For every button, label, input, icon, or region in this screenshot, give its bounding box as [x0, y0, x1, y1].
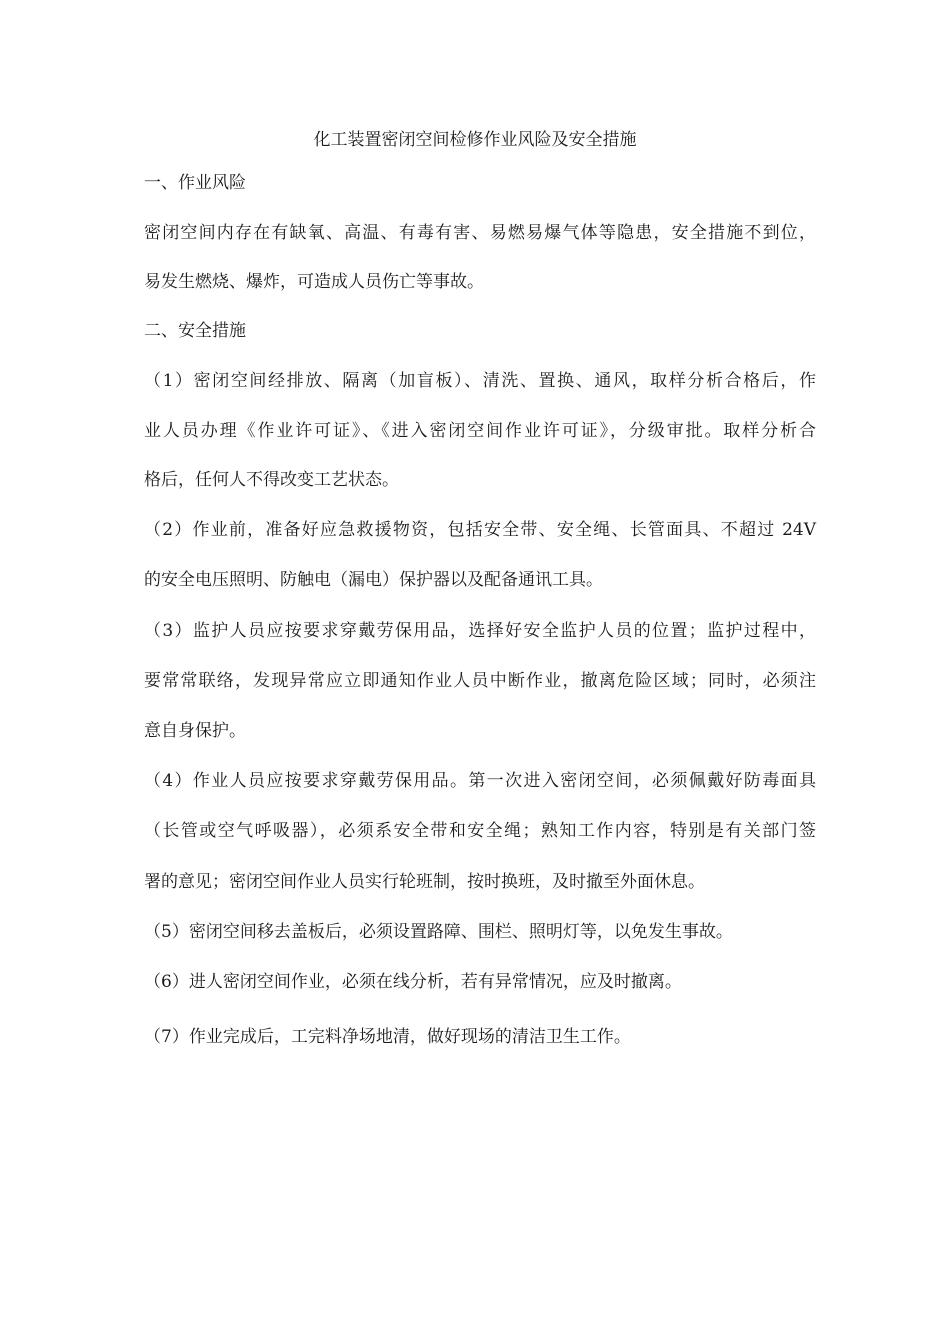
risk-paragraph-line: 易发生燃烧、爆炸，可造成人员伤亡等事故。 — [144, 272, 484, 292]
document-title: 化工装置密闭空间检修作业风险及安全措施 — [313, 130, 637, 150]
measure-item-2-line: 的安全电压照明、防触电（漏电）保护器以及配备通讯工具。 — [144, 570, 603, 590]
measure-item-2-line: （2）作业前，准备好应急救援物资，包括安全带、安全绳、长管面具、不超过 24V — [144, 520, 816, 540]
measure-item-3-line: 要常常联络，发现异常应立即通知作业人员中断作业，撤离危险区域；同时，必须注 — [144, 671, 816, 691]
section-heading-risk: 一、作业风险 — [144, 173, 246, 193]
section-heading-measures: 二、安全措施 — [144, 321, 246, 341]
measure-item-1-line: 业人员办理《作业许可证》、《进入密闭空间作业许可证》，分级审批。取样分析合 — [144, 421, 816, 441]
measure-item-3-line: （3）监护人员应按要求穿戴劳保用品，选择好安全监护人员的位置；监护过程中， — [144, 621, 816, 641]
measure-item-5: （5）密闭空间移去盖板后，必须设置路障、围栏、照明灯等，以免发生事故。 — [144, 922, 733, 942]
measure-item-6: （6）进人密闭空间作业，必须在线分析，若有异常情况，应及时撤离。 — [144, 972, 682, 992]
measure-item-1-line: （1）密闭空间经排放、隔离（加盲板）、清洗、置换、通风，取样分析合格后，作 — [144, 371, 816, 391]
risk-paragraph-line: 密闭空间内存在有缺氧、高温、有毒有害、易燃易爆气体等隐患，安全措施不到位， — [144, 223, 816, 243]
measure-item-4-line: （4）作业人员应按要求穿戴劳保用品。第一次进入密闭空间，必须佩戴好防毒面具 — [144, 771, 816, 791]
measure-item-7: （7）作业完成后，工完料净场地清，做好现场的清洁卫生工作。 — [144, 1027, 631, 1047]
measure-item-3-line: 意自身保护。 — [144, 721, 246, 741]
measure-item-4-line: 署的意见；密闭空间作业人员实行轮班制，按时换班，及时撤至外面休息。 — [144, 872, 705, 892]
measure-item-4-line: （长管或空气呼吸器），必须系安全带和安全绳；熟知工作内容，特别是有关部门签 — [144, 821, 816, 841]
measure-item-1-line: 格后，任何人不得改变工艺状态。 — [144, 470, 399, 490]
